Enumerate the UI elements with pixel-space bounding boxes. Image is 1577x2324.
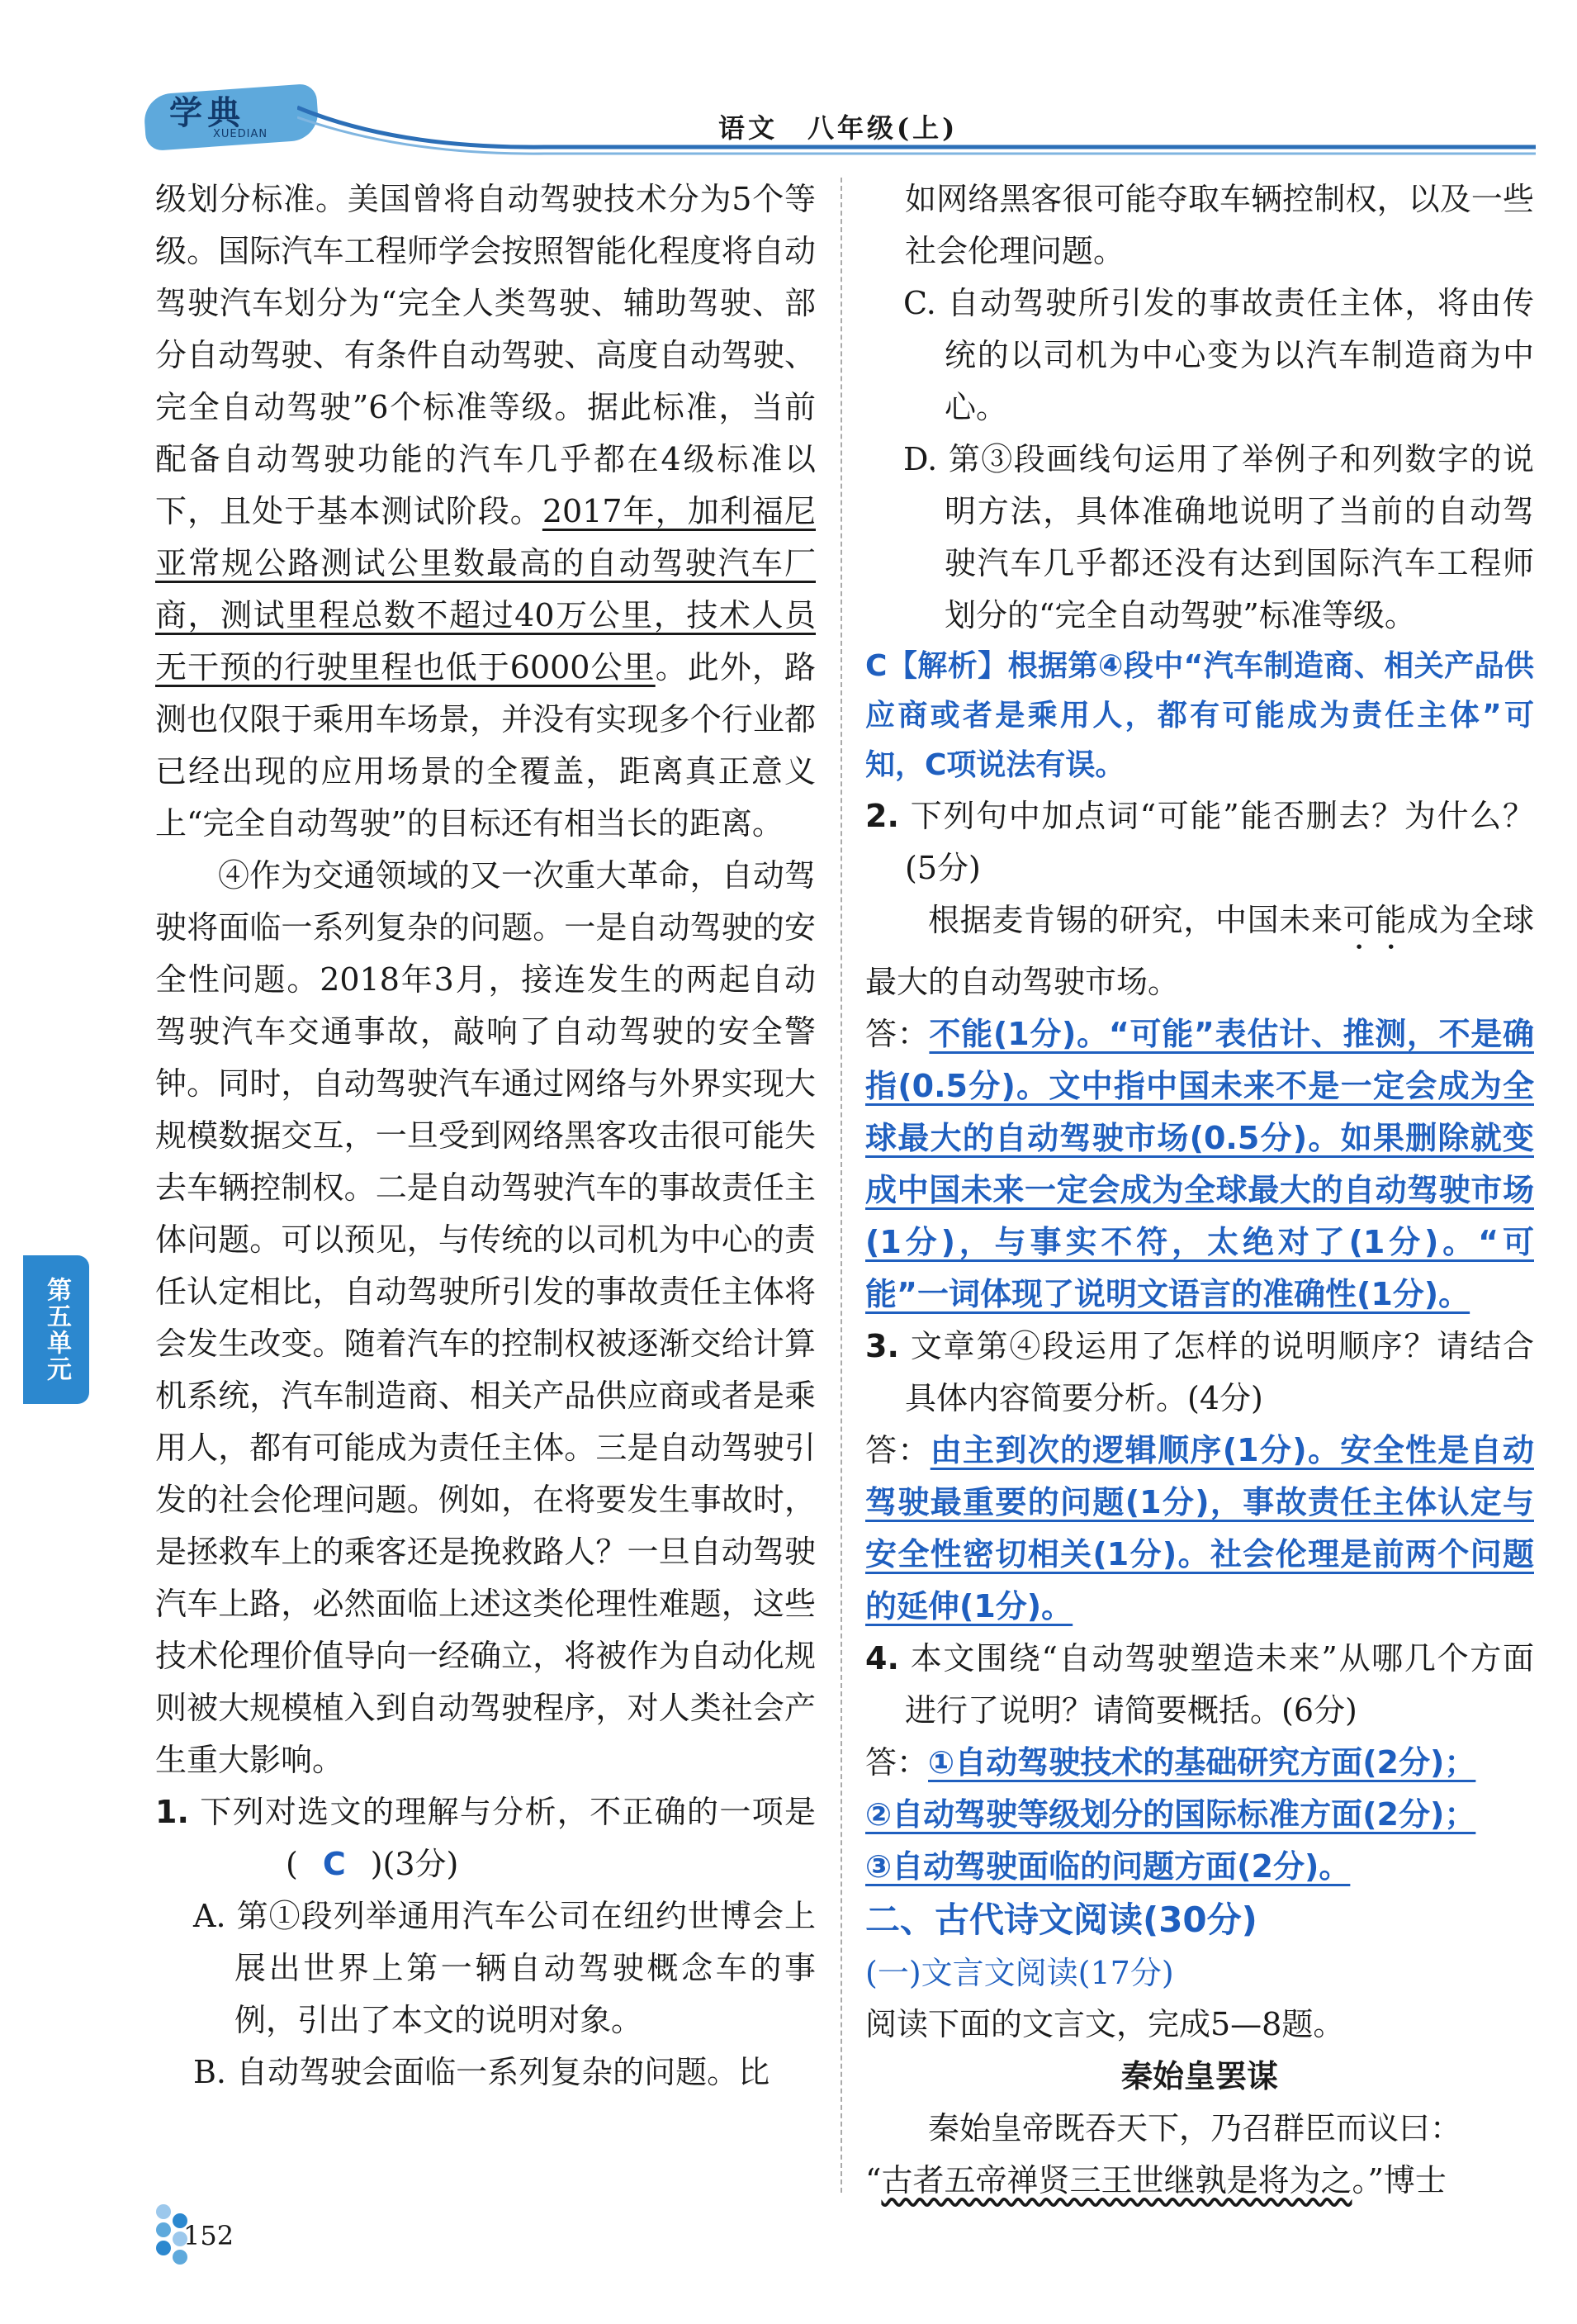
question-1: [155, 1786, 816, 1890]
question-1-analysis: C【解析】根据第④段中“汽车制造商、相关产品供应商或者是乘用人，都有可能成为责任主体”可知，C项说法有误。: [865, 649, 1534, 782]
answer-text: 不能(1分)。“可能”表估计、推测，不是确指(0.5分)。文中指中国未来不是一定会成为全球最大的自动驾驶市场(0.5分)。如果删除就变成中国未来一定会成为全球最大的自动驾驶市场(1分)，与事实不符，太绝对了(1分)。“可能”一词体现了说明文语言的准确性(1分)。: [865, 1016, 1534, 1312]
answer-item-2: ②自动驾驶等级划分的国际标准方面(2分)；: [865, 1796, 1476, 1833]
answer-text: 由主到次的逻辑顺序(1分)。安全性是自动驾驶最重要的问题(1分)，事故责任主体认定与安全性密切相关(1分)。社会伦理是前两个问题的延伸(1分)。: [865, 1432, 1534, 1624]
answer-label: 答：: [865, 1432, 931, 1468]
classical-text-tail: 。”博士: [1352, 2162, 1447, 2198]
answer-item-1: ①自动驾驶技术的基础研究方面(2分)；: [928, 1744, 1476, 1781]
question-text: 下列对选文的理解与分析，不正确的一项是: [200, 1794, 816, 1830]
option-a: A. 第①段列举通用汽车公司在纽约世博会上展出世界上第一辆自动驾驶概念车的事例，引出了本文的说明对象。: [193, 1898, 816, 2038]
answer-paren-close: )(3分): [370, 1846, 459, 1882]
question-2-answer: [865, 1008, 1534, 1321]
question-number: 1.: [155, 1794, 189, 1830]
section-heading: 二、古代诗文阅读(30分): [865, 1900, 1257, 1940]
dotted-word: 可能: [1343, 902, 1407, 938]
question-4: [865, 1633, 1534, 1737]
passage-title: 秦始皇罢谋: [1120, 2058, 1278, 2094]
subject-grade-label: 语文 八年级(上): [718, 112, 959, 144]
question-3: [865, 1321, 1534, 1425]
question-number: 3.: [865, 1328, 899, 1364]
classical-text: 秦始皇帝既吞天下，乃召群臣而议曰：: [928, 2110, 1462, 2146]
page-number: 152: [183, 2220, 234, 2251]
paragraph-3-text: 级划分标准。美国曾将自动驾驶技术分为5个等级。国际汽车工程师学会按照智能化程度将自动驾驶汽车划分为“完全人类驾驶、辅助驾驶、部分自动驾驶、有条件自动驾驶、高度自动驾驶、完全自动驾驶”6个标准等级。据此标准，当前配备自动驾驶功能的汽车几乎都在4级标准以下，且处于基本测试阶段。: [155, 181, 816, 529]
answer-label: 答：: [865, 1016, 930, 1052]
unit-side-tab: 第五单元: [23, 1255, 89, 1404]
option-c: C. 自动驾驶所引发的事故责任主体，将由传统的以司机为中心变为以汽车制造商为中心。: [903, 285, 1534, 425]
quote-text-tail: 成为全球最大的自动驾驶市场。: [865, 902, 1534, 1000]
paragraph-3-tail: 。此外，路测也仅限于乘用车场景，并没有实现多个行业都已经出现的应用场景的全覆盖，距离真正意义上“完全自动驾驶”的目标还有相当长的距离。: [155, 649, 816, 842]
answer-paren-open: (: [286, 1846, 298, 1882]
question-2-quote: [865, 894, 1534, 1008]
logo: 学典: [169, 93, 245, 132]
question-number: 4.: [865, 1640, 899, 1677]
right-column: [865, 173, 1534, 2207]
classical-text-2: [865, 2155, 1534, 2207]
question-text: 本文围绕“自动驾驶塑造未来”从哪几个方面进行了说明？请简要概括。(6分): [905, 1640, 1534, 1729]
option-d: D. 第③段画线句运用了举例子和列数字的说明方法，具体准确地说明了当前的自动驾驶汽车几乎都还没有达到国际汽车工程师划分的“完全自动驾驶”标准等级。: [903, 441, 1534, 633]
logo-subtitle: XUEDIAN: [213, 128, 268, 140]
option-b: B. 自动驾驶会面临一系列复杂的问题。比: [193, 2054, 770, 2090]
paragraph-3: [155, 173, 816, 850]
question-4-answer: [865, 1737, 1534, 1893]
wavy-underlined-sentence: 古者五帝禅贤三王世继孰是将为之: [881, 2162, 1352, 2198]
quote-text: 根据麦肯锡的研究，中国未来: [928, 902, 1343, 938]
column-divider: [841, 178, 842, 2193]
page-header: [0, 0, 1577, 165]
underlined-sentence: 2017年，加利福尼亚常规公路测试公里数最高的自动驾驶汽车厂商，测试里程总数不超过40万公里，技术人员无干预的行驶里程也低于6000公里: [155, 493, 816, 685]
question-number: 2.: [865, 798, 899, 834]
reading-instruction: 阅读下面的文言文，完成5—8题。: [865, 2006, 1345, 2042]
question-text: 文章第④段运用了怎样的说明顺序？请结合具体内容简要分析。(4分): [905, 1328, 1534, 1416]
question-text: 下列句中加点词“可能”能否删去？为什么？(5分): [905, 798, 1534, 886]
option-b-continued: 如网络黑客很可能夺取车辆控制权，以及一些社会伦理问题。: [905, 181, 1534, 269]
question-3-answer: [865, 1425, 1534, 1633]
paragraph-4: ④作为交通领域的又一次重大革命，自动驾驶将面临一系列复杂的问题。一是自动驾驶的安全性问题。2018年3月，接连发生的两起自动驾驶汽车交通事故，敲响了自动驾驶的安全警钟。同时，自动驾驶汽车通过网络与外界实现大规模数据交互，一旦受到网络黑客攻击很可能失去车辆控制权。二是自动驾驶汽车的事故责任主体问题。可以预见，与传统的以司机为中心的责任认定相比，自动驾驶所引发的事故责任主体将会发生改变。随着汽车的控制权被逐渐交给计算机系统，汽车制造商、相关产品供应商或者是乘用人，都有可能成为责任主体。三是自动驾驶引发的社会伦理问题。例如，在将要发生事故时，是拯救车上的乘客还是挽救路人？一旦自动驾驶汽车上路，必然面临上述这类伦理性难题，这些技术伦理价值导向一经确立，将被作为自动化规则被大规模植入到自动驾驶程序，对人类社会产生重大影响。: [155, 857, 816, 1778]
answer-label: 答：: [865, 1744, 929, 1781]
left-column: [155, 173, 816, 2099]
subsection-heading: (一)文言文阅读(17分): [865, 1955, 1174, 1991]
answer-item-3: ③自动驾驶面临的问题方面(2分)。: [865, 1848, 1351, 1885]
quote-mark: “: [865, 2162, 882, 2198]
question-2: [865, 790, 1534, 894]
answer-choice: C: [322, 1846, 346, 1882]
